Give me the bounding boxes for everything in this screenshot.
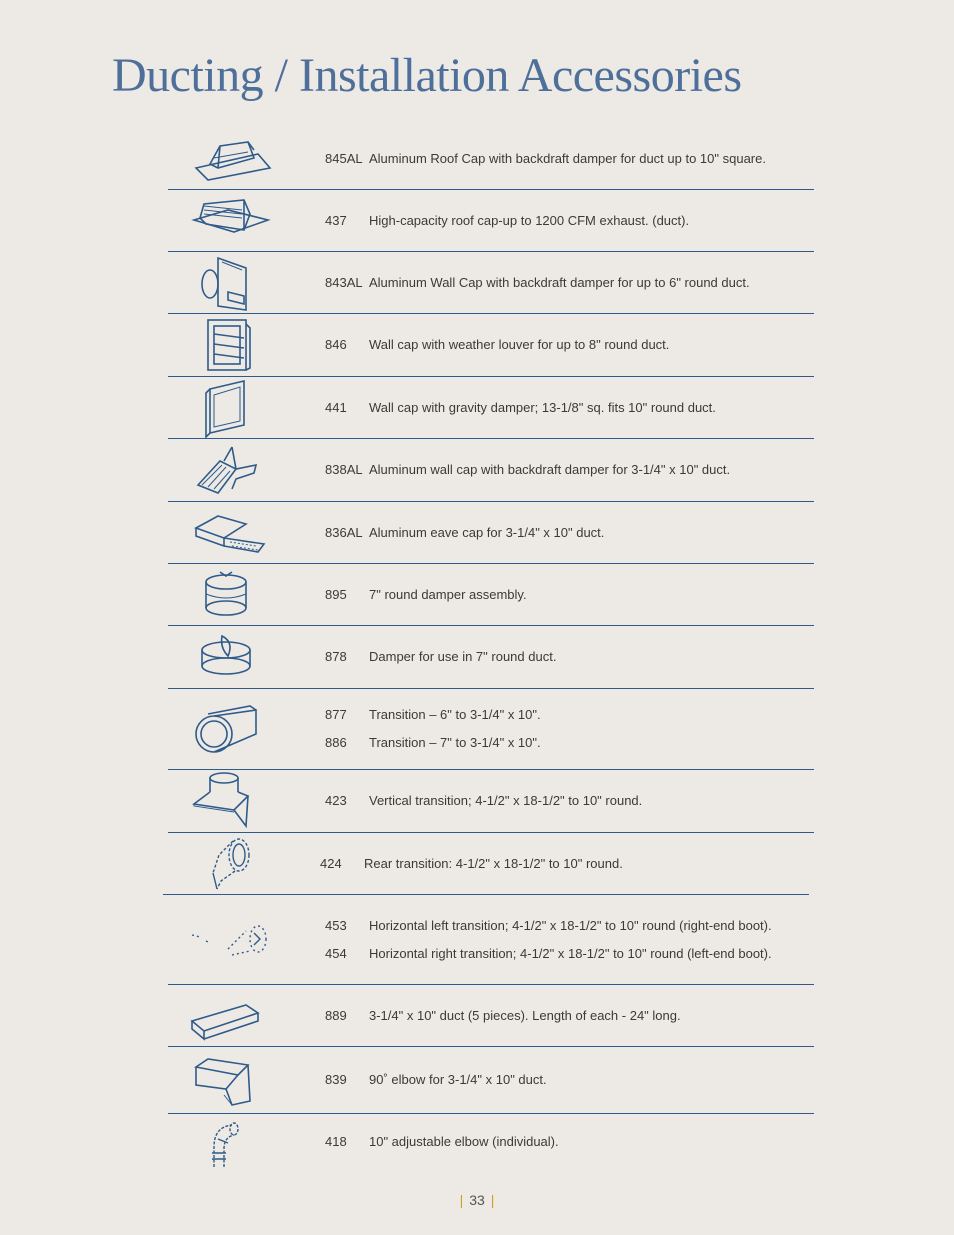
part-number: 423 <box>325 793 347 808</box>
part-description: 10" adjustable elbow (individual). <box>369 1134 559 1149</box>
catalog-line <box>325 787 814 815</box>
catalog-line <box>325 729 814 757</box>
part-number: 895 <box>325 586 347 602</box>
catalog-row <box>163 833 809 895</box>
louver-wall-cap-icon <box>188 314 280 376</box>
catalog-line <box>325 456 814 484</box>
catalog-row <box>168 770 814 833</box>
round-damper-assembly-icon <box>188 564 280 626</box>
catalog-line <box>325 269 814 297</box>
part-number: 877 <box>325 707 347 722</box>
wall-cap-icon <box>188 252 280 314</box>
part-description: Transition – 6" to 3-1/4" x 10". <box>369 707 541 722</box>
catalog-row <box>168 190 814 252</box>
catalog-line <box>325 701 814 729</box>
part-description: 3-1/4" x 10" duct (5 pieces). Length of each - 24" long. <box>369 1007 681 1023</box>
page-number: 33 <box>469 1192 485 1208</box>
catalog-row <box>168 502 814 564</box>
part-description: Rear transition: 4-1/2" x 18-1/2" to 10" round. <box>364 855 623 871</box>
catalog-row <box>168 689 814 770</box>
transition-icon <box>188 698 280 760</box>
part-number: 836AL <box>325 524 363 540</box>
part-description: Vertical transition; 4-1/2" x 18-1/2" to 10" round. <box>369 793 643 808</box>
page-title: Ducting / Installation Accessories <box>112 49 742 102</box>
catalog-row <box>168 252 814 314</box>
catalog-line <box>320 850 809 878</box>
part-number: 838AL <box>325 462 363 477</box>
straight-duct-icon <box>188 985 280 1047</box>
catalog-line <box>325 940 814 968</box>
catalog-row <box>168 439 814 502</box>
part-number: 424 <box>320 855 342 871</box>
catalog-line <box>325 519 814 547</box>
catalog-row <box>168 564 814 626</box>
catalog-line <box>325 1128 814 1156</box>
catalog-row <box>168 1047 814 1114</box>
catalog-line <box>325 912 814 940</box>
part-description: Horizontal right transition; 4-1/2" x 18-1/2" to 10" round (left-end boot). <box>369 945 772 961</box>
horizontal-transition-icon <box>188 909 280 971</box>
part-description: Wall cap with weather louver for up to 8" round duct. <box>369 337 670 352</box>
catalog-row <box>168 895 814 985</box>
catalog-line <box>325 1002 814 1030</box>
part-description: Aluminum wall cap with backdraft damper for 3-1/4" x 10" duct. <box>369 462 731 477</box>
catalog-row <box>168 1114 814 1170</box>
part-description: 7" round damper assembly. <box>369 586 527 602</box>
part-number: 839 <box>325 1072 347 1087</box>
gravity-damper-wall-cap-icon <box>188 377 280 439</box>
part-number: 889 <box>325 1007 347 1023</box>
adjustable-elbow-icon <box>188 1111 280 1173</box>
page-footer <box>0 1192 954 1208</box>
rectangular-wall-cap-icon <box>188 439 280 501</box>
part-description: Transition – 7" to 3-1/4" x 10". <box>369 735 541 750</box>
elbow-90-icon <box>188 1049 280 1111</box>
divider-bar: | <box>459 1192 464 1208</box>
catalog-row <box>168 377 814 439</box>
catalog-line <box>325 207 814 235</box>
part-number: 845AL <box>325 150 363 166</box>
catalog-line <box>325 1066 814 1094</box>
catalog-row <box>168 985 814 1047</box>
eave-cap-icon <box>188 502 280 564</box>
part-description: Damper for use in 7" round duct. <box>369 649 557 664</box>
rear-transition-icon <box>183 833 275 895</box>
part-description: Aluminum Roof Cap with backdraft damper for duct up to 10" square. <box>369 150 766 166</box>
vertical-transition-icon <box>188 770 280 832</box>
part-number: 437 <box>325 212 347 228</box>
part-number: 454 <box>325 945 347 961</box>
catalog-line <box>325 145 814 173</box>
part-number: 453 <box>325 917 347 933</box>
part-number: 843AL <box>325 274 363 290</box>
part-description: Aluminum Wall Cap with backdraft damper for up to 6" round duct. <box>369 274 750 290</box>
part-description: Horizontal left transition; 4-1/2" x 18-1/2" to 10" round (right-end boot). <box>369 917 772 933</box>
part-number: 418 <box>325 1134 347 1149</box>
part-number: 878 <box>325 649 347 664</box>
part-description: Aluminum eave cap for 3-1/4" x 10" duct. <box>369 524 605 540</box>
part-number: 886 <box>325 735 347 750</box>
roof-cap-icon <box>188 128 280 190</box>
catalog-line <box>325 581 814 609</box>
catalog-line <box>325 331 814 359</box>
part-number: 846 <box>325 337 347 352</box>
part-description: Wall cap with gravity damper; 13-1/8" sq. fits 10" round duct. <box>369 399 716 415</box>
catalog-line <box>325 643 814 671</box>
catalog-row <box>168 314 814 377</box>
catalog-line <box>325 394 814 422</box>
catalog-row <box>168 626 814 689</box>
catalog-row <box>168 128 814 190</box>
part-number: 441 <box>325 399 347 415</box>
accessory-catalog <box>168 128 814 1170</box>
divider-bar: | <box>490 1192 495 1208</box>
part-description: 90˚ elbow for 3-1/4" x 10" duct. <box>369 1072 547 1087</box>
part-description: High-capacity roof cap-up to 1200 CFM exhaust. (duct). <box>369 212 690 228</box>
round-damper-icon <box>188 626 280 688</box>
high-capacity-roof-cap-icon <box>188 190 280 252</box>
